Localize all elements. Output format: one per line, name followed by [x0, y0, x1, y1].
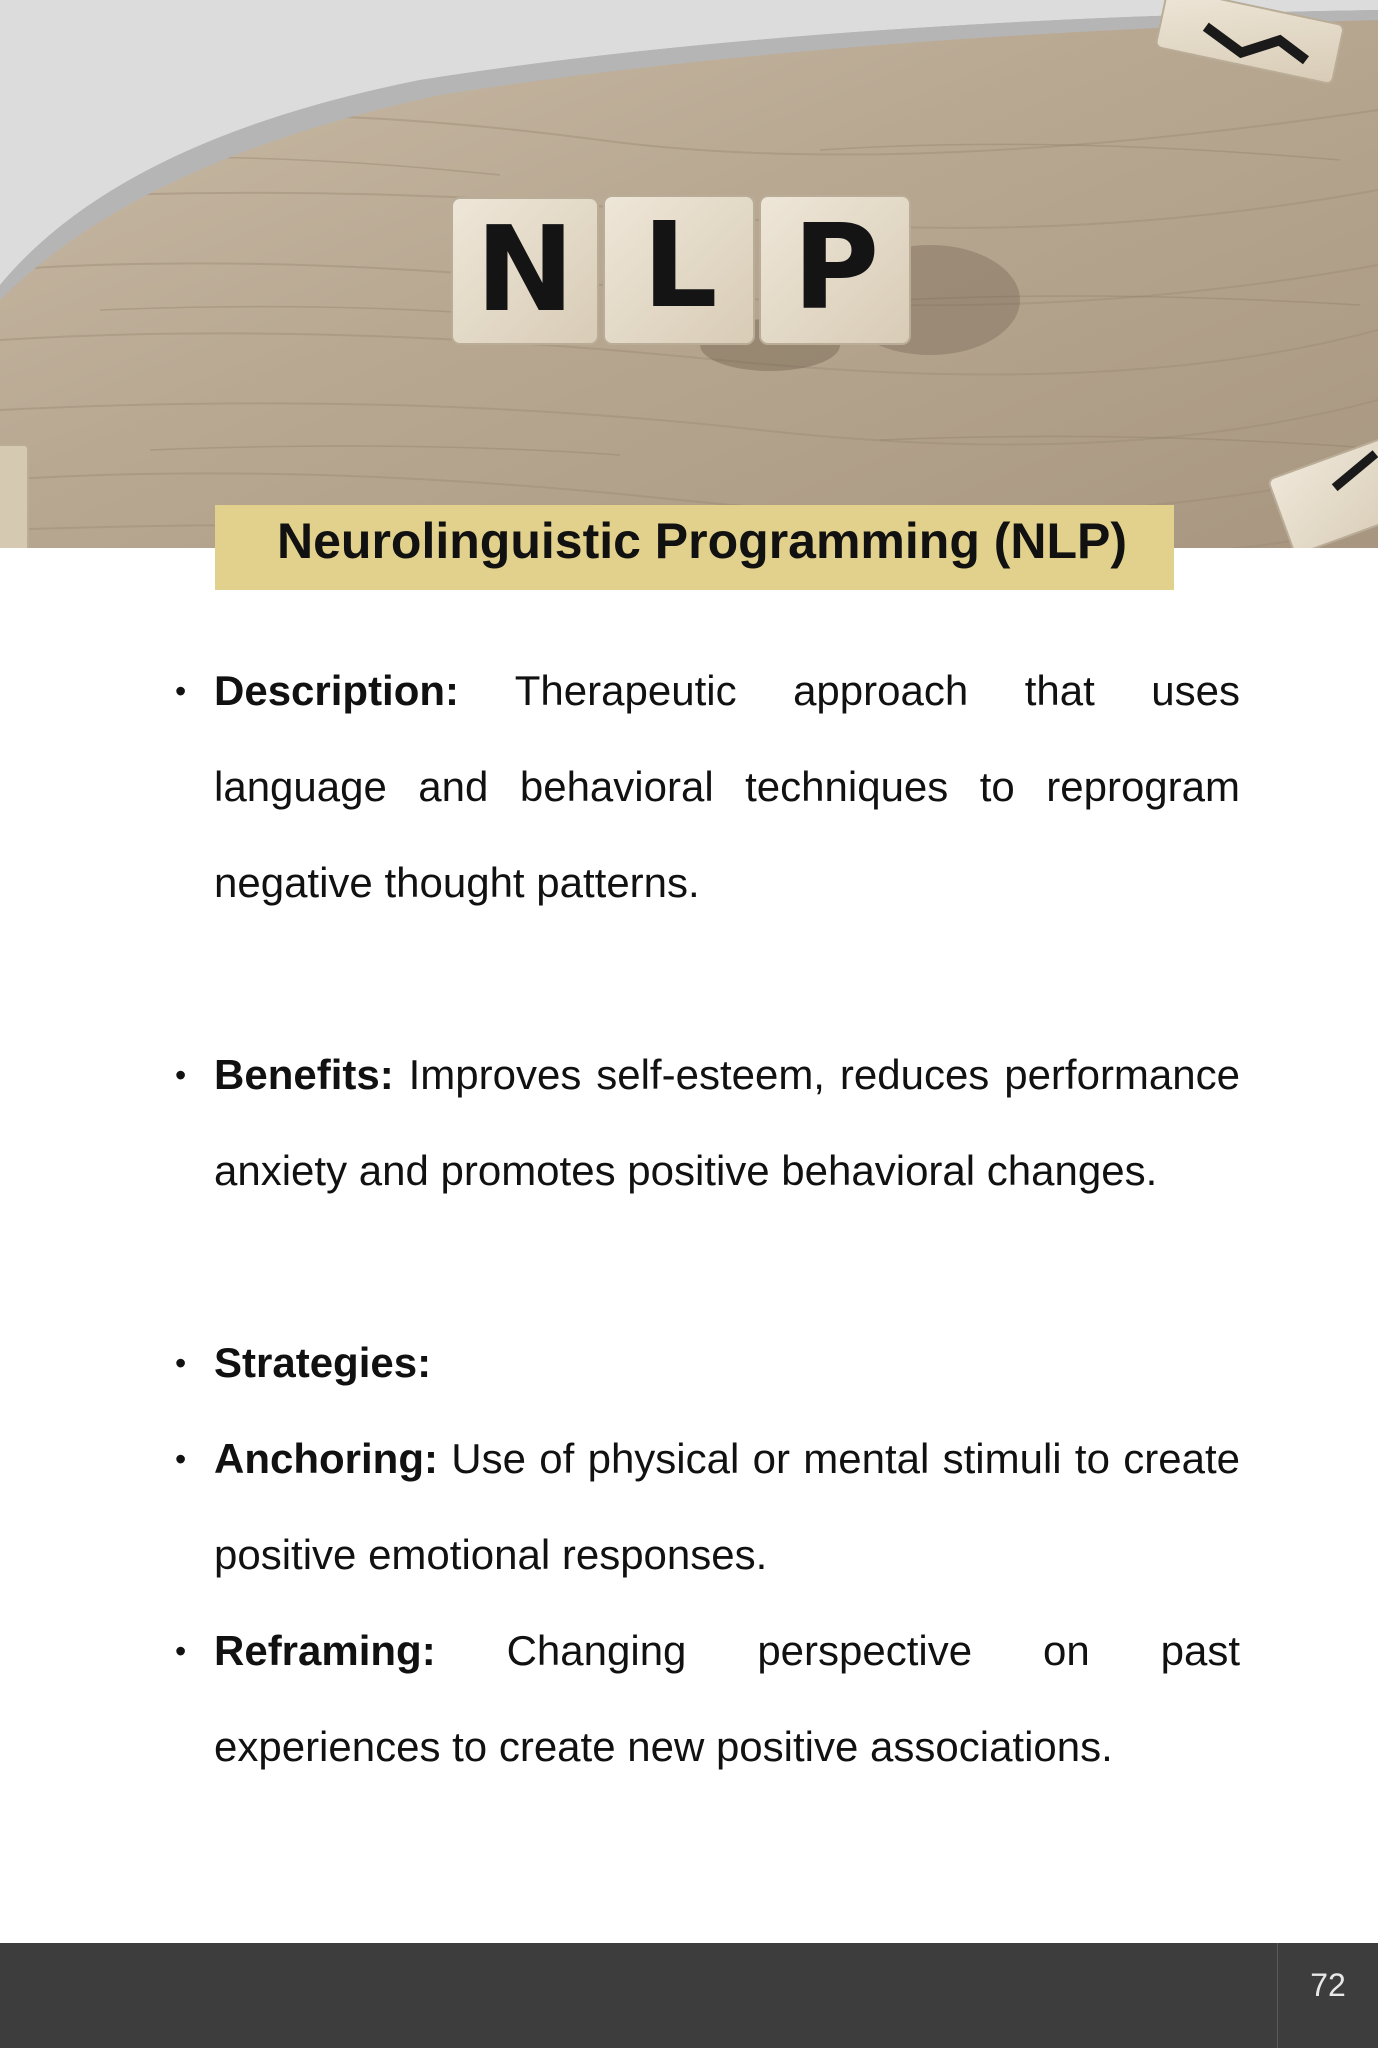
bullet-text: Improves self-esteem, reduces performance anxiety and promotes positive behavioral changes.: [214, 1051, 1240, 1194]
bullet-label: Benefits:: [214, 1051, 394, 1098]
bullet-text: Use of physical or mental stimuli to create positive emotional responses.: [214, 1435, 1240, 1578]
bullet-strategies: [165, 1315, 1240, 1411]
content-area: [165, 643, 1240, 1795]
page-number-box: [1277, 1943, 1378, 2048]
bullet-anchoring: [165, 1411, 1240, 1603]
bullet-label: Anchoring:: [214, 1435, 438, 1482]
bullet-label: Description:: [214, 667, 460, 714]
bullet-description: [165, 643, 1240, 931]
bullet-list: [165, 643, 1240, 1795]
bullet-label: Strategies:: [214, 1339, 432, 1386]
block-letter-p: P: [792, 198, 880, 336]
bullet-benefits: [165, 1027, 1240, 1219]
footer-bar: [0, 1943, 1378, 2048]
page-number: 72: [1310, 1967, 1346, 2003]
bullet-text: Changing perspective on past experiences to create new positive associations.: [214, 1627, 1240, 1770]
bullet-label: Reframing:: [214, 1627, 436, 1674]
page-title: Neurolinguistic Programming (NLP): [277, 513, 1128, 569]
block-letter-l: L: [642, 196, 718, 334]
title-banner: [215, 505, 1174, 590]
bullet-text: Therapeutic approach that uses language and behavioral techniques to reprogram negative thought patterns.: [214, 667, 1240, 906]
block-letter-n: N: [475, 200, 575, 338]
bullet-reframing: [165, 1603, 1240, 1795]
hero-image: [0, 0, 1378, 548]
